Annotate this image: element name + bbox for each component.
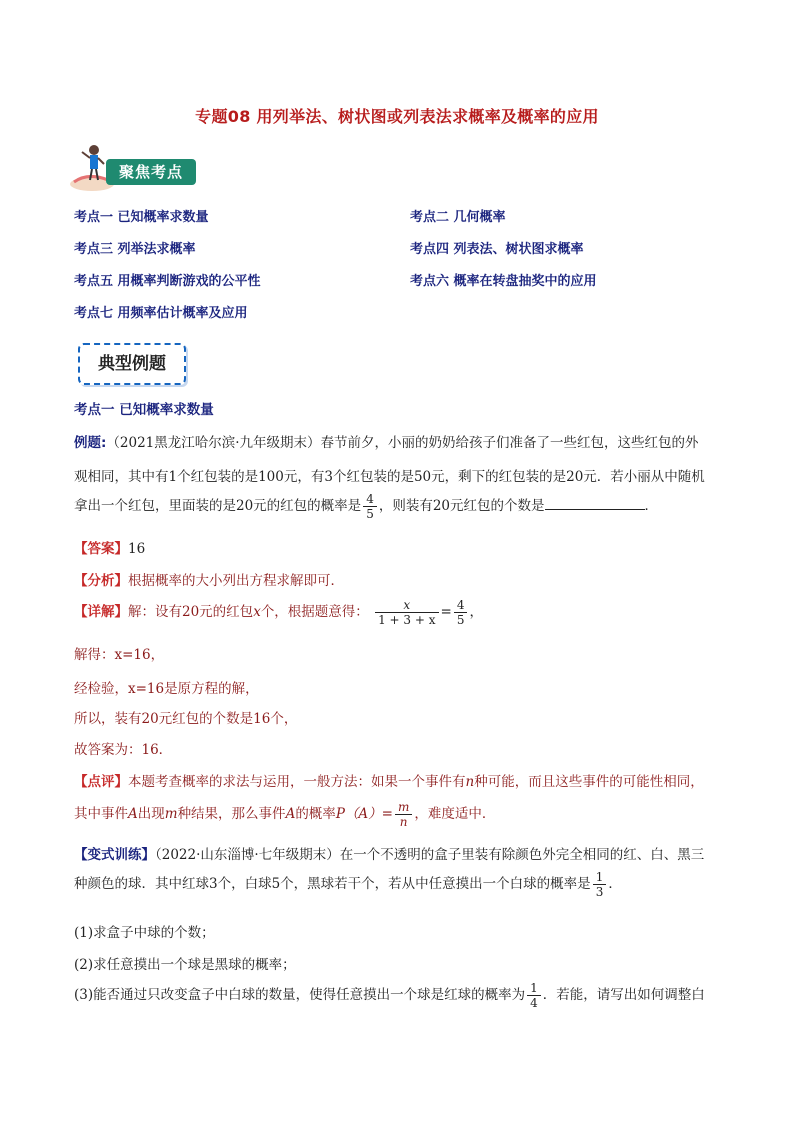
topic-item: 考点七 用频率估计概率及应用 [74, 306, 248, 321]
topic-item: 考点三 列举法求概率 [74, 242, 196, 257]
topic-item: 考点一 已知概率求数量 [74, 210, 209, 225]
detail-line [74, 598, 744, 627]
topic-item: 考点五 用概率判断游戏的公平性 [74, 274, 261, 289]
question-1: (1)求盒子中球的个数； [74, 925, 215, 941]
equation-fraction [375, 598, 438, 627]
variable-m: m [164, 806, 178, 822]
analysis-label: 【分析】 [74, 573, 128, 589]
detail-text: 解：设有20元的红包 [128, 604, 254, 620]
variant-text: ． [608, 876, 622, 892]
example-label: 例题: [74, 435, 107, 451]
solve-line: 解得：x=16， [74, 647, 165, 663]
detail-label: 【详解】 [74, 604, 128, 620]
comment-text: 的概率 [295, 806, 336, 822]
variable-A: A [285, 806, 296, 822]
answer-value: 16 [128, 541, 146, 557]
example-line-3 [74, 492, 744, 521]
rhs-denominator: 5 [456, 613, 465, 627]
fraction [363, 492, 377, 521]
question-text: ．若能，请写出如何调整白 [542, 987, 705, 1003]
rhs-numerator: 4 [454, 598, 468, 613]
comment-text: ，难度适中． [414, 806, 496, 822]
variant-line-1 [74, 843, 744, 863]
answer-label: 【答案】 [74, 541, 128, 557]
fraction-denominator: 4 [530, 996, 538, 1010]
focus-label: 聚焦考点 [106, 159, 196, 185]
equation-end: ， [469, 604, 483, 620]
fraction [593, 870, 607, 899]
equation-rhs-fraction [454, 598, 468, 627]
variable-x: x [253, 604, 261, 620]
example-text: （2021黑龙江哈尔滨·九年级期末）春节前夕，小丽的奶奶给孩子们准备了一些红包，这些红包的外 [106, 435, 699, 451]
equation-denominator: 1 + 3 + x [378, 613, 436, 627]
variable-A: A [128, 806, 138, 822]
section-heading: 考点一 已知概率求数量 [74, 402, 214, 418]
comment-text: 出现 [137, 806, 165, 822]
fraction-denominator: n [399, 815, 408, 829]
variant-line-2 [74, 870, 744, 899]
final-line: 故答案为：16． [74, 742, 173, 758]
fraction [395, 800, 412, 829]
so-line: 所以，装有20元红包的个数是16个， [74, 711, 298, 727]
variable-n: n [465, 774, 475, 790]
comment-text: 本题考查概率的求法与运用，一般方法：如果一个事件有 [128, 774, 466, 790]
answer-blank [545, 495, 645, 510]
example-line-2: 观相同，其中有1个红包装的是100元，有3个红包装的是50元，剩下的红包装的是20元．若小丽从中随机 [74, 469, 705, 485]
check-line: 经检验，x=16是原方程的解， [74, 681, 259, 697]
fraction-denominator: 3 [595, 885, 604, 899]
fraction-denominator: 5 [366, 507, 374, 521]
fraction [527, 981, 541, 1010]
variant-text: （2022·山东淄博·七年级期末）在一个不透明的盒子里装有除颜色外完全相同的红、白、黑三 [155, 847, 705, 863]
fraction-numerator: m [395, 800, 412, 815]
comment-line-2 [74, 800, 744, 829]
fraction-numerator: 1 [593, 870, 607, 885]
topic-item: 考点六 概率在转盘抽奖中的应用 [410, 274, 597, 289]
comment-text: 种可能，而且这些事件的可能性相同， [474, 774, 704, 790]
focus-banner [68, 142, 204, 194]
variant-label: 【变式训练】 [74, 847, 155, 863]
page-title: 专题08 用列举法、树状图或列表法求概率及概率的应用 [195, 107, 599, 126]
typical-examples-label: 典型例题 [78, 343, 186, 385]
analysis-line [74, 569, 744, 589]
example-text: 拿出一个红包，里面装的是20元的红包的概率是 [74, 498, 362, 514]
example-text: ． [644, 498, 659, 514]
comment-label: 【点评】 [74, 774, 128, 790]
comment-line-1 [74, 770, 744, 790]
example-text: ，则装有20元红包的个数是 [378, 498, 545, 514]
probability-expression: P（A）= [335, 806, 393, 822]
equation-numerator: x [375, 598, 438, 613]
comment-text: 种结果，那么事件 [177, 806, 286, 822]
answer-line [74, 537, 744, 557]
example-line-1 [74, 431, 744, 451]
topic-item: 考点二 几何概率 [410, 210, 506, 225]
fraction-numerator: 4 [363, 492, 377, 507]
question-text: (3)能否通过只改变盒子中白球的数量，使得任意摸出一个球是红球的概率为 [74, 987, 526, 1003]
question-2: (2)求任意摸出一个球是黑球的概率； [74, 957, 296, 973]
question-3 [74, 981, 744, 1010]
equals-sign: = [440, 604, 452, 620]
variant-text: 种颜色的球．其中红球3个，白球5个，黑球若干个，若从中任意摸出一个白球的概率是 [74, 876, 591, 892]
detail-text: 个，根据题意得： [260, 604, 369, 620]
analysis-text: 根据概率的大小列出方程求解即可． [128, 573, 344, 589]
fraction-numerator: 1 [527, 981, 541, 996]
topic-item: 考点四 列表法、树状图求概率 [410, 242, 584, 257]
comment-text: 其中事件 [74, 806, 128, 822]
